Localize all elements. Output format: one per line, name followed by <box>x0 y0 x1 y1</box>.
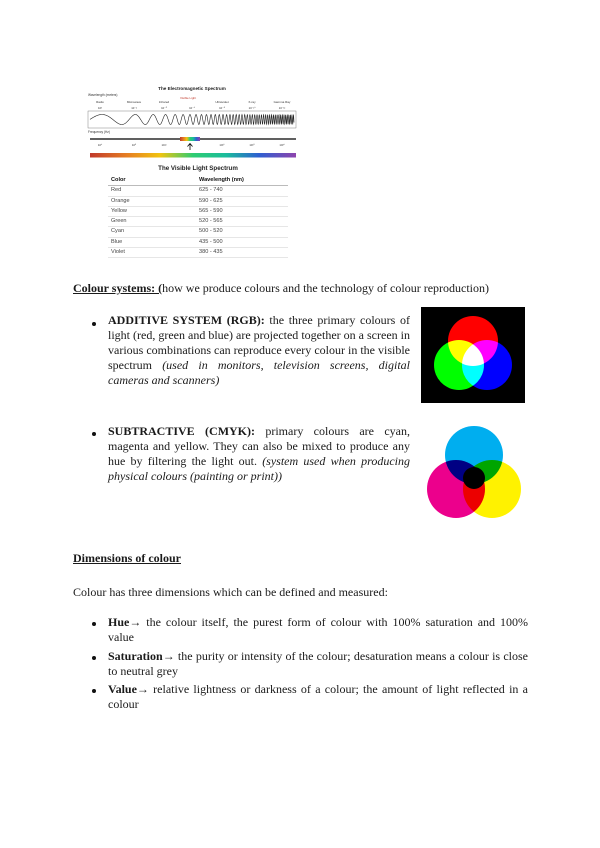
arrow-icon: → <box>162 649 175 663</box>
arrow-up-icon <box>188 144 193 151</box>
wavelength-tick: 10⁻¹² <box>278 106 286 110</box>
table-title: The Visible Light Spectrum <box>158 165 238 172</box>
subtractive-term: SUBTRACTIVE (CMYK): <box>108 424 256 438</box>
saturation-bullet <box>108 649 528 679</box>
visible-spectrum-bar <box>90 153 296 158</box>
frequency-tick: 10⁴ <box>97 143 103 147</box>
wavelength-tick: 10⁻¹⁰ <box>248 106 256 110</box>
value-text: relative lightness or darkness of a colour; the amount of light reflected in a colour <box>108 682 528 711</box>
bullet-dot <box>92 432 96 436</box>
cell-color: Blue <box>111 238 123 245</box>
subtractive-bullet <box>108 424 410 484</box>
table-row <box>108 248 288 258</box>
frequency-tick: 10²⁰ <box>279 143 285 147</box>
dimensions-intro: Colour has three dimensions which can be defined and measured: <box>73 585 388 599</box>
cell-color: Orange <box>111 197 130 204</box>
additive-note: (used in monitors, television screens, digital cameras and scanners) <box>108 358 410 387</box>
wavelength-row-label: Wavelength (meters) <box>88 93 118 97</box>
bullet-dot <box>92 322 96 326</box>
saturation-term: Saturation <box>108 649 163 663</box>
arrow-icon: → <box>136 682 149 696</box>
visible-light-table <box>108 165 288 258</box>
cell-color: Red <box>111 187 122 194</box>
saturation-text: the purity or intensity of the colour; desaturation means a colour is close to neutral grey <box>108 649 528 678</box>
table-row <box>108 238 288 248</box>
table-row <box>108 207 288 217</box>
cell-wavelength: 500 - 520 <box>199 228 223 235</box>
cell-color: Green <box>111 218 127 225</box>
band-label: Gamma Ray <box>273 100 291 104</box>
cell-color: Violet <box>111 249 125 256</box>
hue-bullet <box>108 615 528 645</box>
band-label: Visible Light <box>179 96 197 100</box>
hue-text: the colour itself, the purest form of colour with 100% saturation and 100% value <box>108 615 528 644</box>
cell-wavelength: 520 - 565 <box>199 218 223 225</box>
additive-term: ADDITIVE SYSTEM (RGB): <box>108 313 265 327</box>
cell-wavelength: 435 - 500 <box>199 238 223 245</box>
bullet-dot <box>92 689 96 693</box>
cell-wavelength: 380 - 435 <box>199 249 223 256</box>
bullet-dot <box>92 622 96 626</box>
cell-wavelength: 590 - 625 <box>199 197 223 204</box>
visible-segment <box>180 137 200 141</box>
dimensions-heading-text: Dimensions of colour <box>73 551 181 565</box>
band-label: Ultraviolet <box>215 100 229 104</box>
arrow-icon: → <box>129 615 142 629</box>
additive-text: the three primary colours of light (red, green and blue) are projected together on a screen in various combinations can reproduce every colour in the visible spectrum <box>108 313 411 372</box>
electromagnetic-spectrum-figure <box>86 84 298 162</box>
additive-bullet <box>108 313 410 388</box>
wavelength-tick: 10⁻² <box>131 106 137 110</box>
cmyk-subtractive-diagram <box>420 423 528 527</box>
cell-color: Cyan <box>111 228 125 235</box>
colour-systems-heading <box>73 281 489 296</box>
frequency-row-label: Frequency (Hz) <box>88 130 110 134</box>
spectrum-title: The Electromagnetic Spectrum <box>158 86 226 91</box>
wavelength-tick: 10⁻⁶ <box>189 106 195 110</box>
cell-wavelength: 625 - 740 <box>199 187 223 194</box>
frequency-tick: 10¹⁸ <box>249 143 255 147</box>
cell-wavelength: 565 - 590 <box>199 207 223 214</box>
header-color: Color <box>111 177 126 183</box>
wavelength-tick: 10⁻⁸ <box>219 106 225 110</box>
cell-color: Yellow <box>111 207 127 214</box>
frequency-tick: 10¹⁶ <box>219 143 225 147</box>
heading-bold: Colour systems: ( <box>73 281 163 295</box>
subtractive-text: primary colours are cyan, magenta and yellow. They can also be mixed to produce any hue by filtering the light out. <box>108 424 410 468</box>
wavelength-tick: 10³ <box>97 106 103 110</box>
band-label: Radio <box>96 100 104 104</box>
wavelength-tick: 10⁻⁵ <box>161 106 167 110</box>
frequency-tick: 10¹² <box>161 143 167 147</box>
dimensions-heading <box>73 551 181 566</box>
table-header <box>108 176 288 186</box>
bullet-dot <box>92 656 96 660</box>
table-row <box>108 217 288 227</box>
band-label: X-ray <box>248 100 256 104</box>
rgb-additive-diagram <box>421 307 525 403</box>
band-label: Microwave <box>126 100 142 104</box>
hue-term: Hue <box>108 615 130 629</box>
value-bullet <box>108 682 528 712</box>
wave-box <box>88 111 296 128</box>
band-label: Infrared <box>158 100 170 104</box>
frequency-tick: 10⁸ <box>131 143 137 147</box>
value-term: Value <box>108 682 137 696</box>
table-row <box>108 186 288 196</box>
heading-rest: how we produce colours and the technology of colour reproduction) <box>162 281 490 295</box>
table-row <box>108 227 288 237</box>
header-wavelength: Wavelength (nm) <box>199 177 244 183</box>
table-row <box>108 197 288 207</box>
subtractive-note: (system used when producing physical colours (painting or print)) <box>108 454 410 483</box>
